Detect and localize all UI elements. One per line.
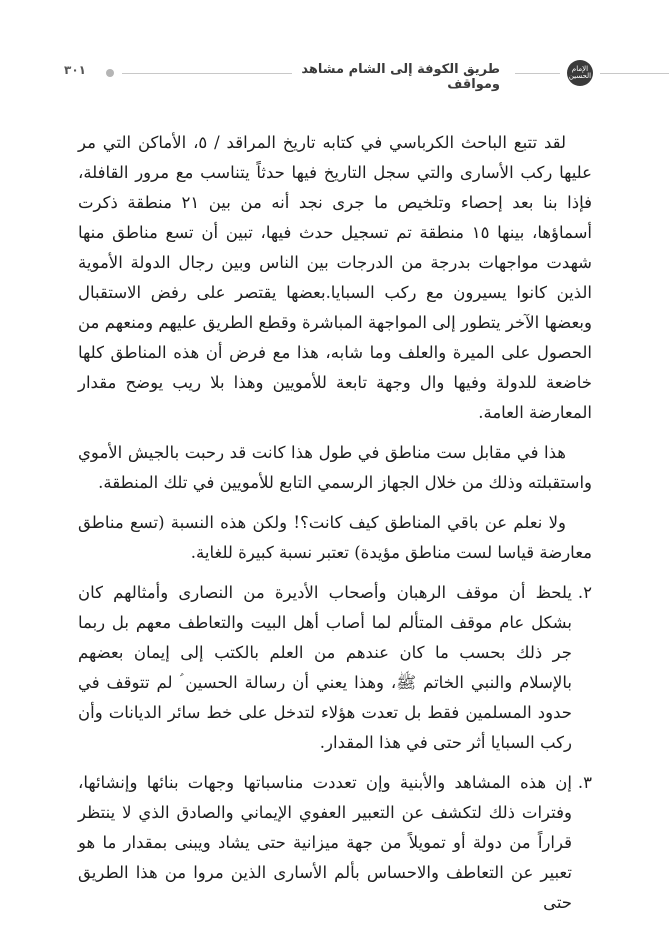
paragraph: هذا في مقابل ست مناطق في طول هذا كانت قد رحبت بالجيش الأموي واستقبلته وذلك من خلال الجهاز الرسمي التابع للأمويين في تلك المنطقة. [78, 443, 592, 492]
list-item [78, 768, 592, 918]
list-item [78, 578, 592, 758]
list-item-text: يلحظ أن موقف الرهبان وأصحاب الأديرة من النصارى وأمثالهم كان بشكل عام موقف المتألم لما أصاب أهل البيت والتعاطف معهم بل ربما جر ذلك بحسب ما كان عندهم من العلم بالكتب إلى إيمان بعضهم بالإسلام والنبي الخاتم ﷺ، وهذا يعني أن رسالة الحسين ؑ لم تتوقف في حدود المسلمين فقط بل تعدت هؤلاء لتدخل على خط سائر الديانات وأن ركب السبايا أثر حتى في هذا المقدار. [78, 583, 572, 752]
page-number: ٣٠١ [64, 63, 86, 77]
header-rule-left [122, 73, 292, 74]
header-rule-right [600, 73, 669, 74]
paragraph: لقد تتبع الباحث الكرباسي في كتابه تاريخ المراقد / ٥، الأماكن التي مر عليها ركب الأسارى والتي سجل التاريخ فيها حدثاً يتناسب مع مرور القافلة، فإذا بنا بعد إحصاء وتلخيص ما جرى نجد أنه من بين ٢١ منطقة ذكرت أسماؤها، بينها ١٥ منطقة تم تسجيل حدث فيها، تبين أن تسع مناطق منها شهدت مواجهات بدرجة من الدرجات بين الناس وبين رجال الدولة الأموية الذين كانوا يسيرون مع ركب السبايا.بعضها يقتصر على رفض الاستقبال وبعضها الآخر يتطور إلى المواجهة المباشرة وقطع الطريق عليهم ومنعهم من الحصول على الميرة والعلف وما شابه، هذا مع فرض أن هذه المناطق كلها خاضعة للدولة وفيها وال وجهة تابعة للأمويين وهذا بلا ريب يوضح مقدار المعارضة العامة. [78, 133, 593, 422]
paragraph: ولا نعلم عن باقي المناطق كيف كانت؟! ولكن هذه النسبة (تسع مناطق معارضة قياسا لست مناطق مؤيدة) تعتبر نسبة كبيرة للغاية. [78, 513, 592, 562]
list-item-number: ٣. [577, 773, 592, 792]
emblem-text: الإمام الحسين [568, 65, 592, 80]
calligraphy-seal-icon [567, 60, 593, 86]
page-number-dot [106, 69, 114, 77]
list-item-number: ٢. [577, 583, 592, 602]
page-body [78, 128, 592, 928]
list-item-text: إن هذه المشاهد والأبنية وإن تعددت مناسباتها وجهات بنائها وإنشائها، وفترات ذلك لتكشف عن التعبير العفوي الإيماني والصادق الذي لا ينتظر قراراً من دولة أو تمويلاً من جهة ميزانية حتى يشاد ويبنى بمقدار ما هو تعبير عن التعاطف والاحساس بألم الأسارى الذين مروا من هذا الطريق حتى [78, 773, 572, 912]
running-title: طريق الكوفة إلى الشام مشاهد ومواقف [301, 62, 500, 92]
header-rule-middle [515, 73, 560, 74]
page-header [0, 58, 669, 92]
